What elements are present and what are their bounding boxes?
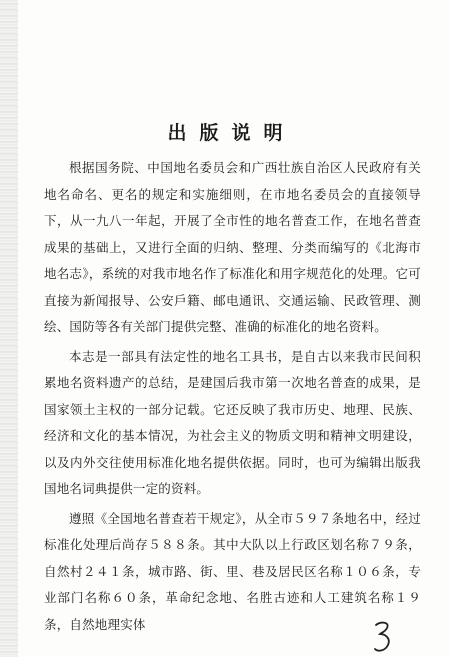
paragraph-1: 根据国务院、中国地名委员会和广西壮族自治区人民政府有关地名命名、更名的规定和实施细则，在市地名委员会的直接领导下，从一九八一年起，开展了全市性的地名普查工作，在地名普查成果的基础上，又进行全面的归纳、整理、分类而编写的《北海市地名志》，系统的对我市地名作了标准化和用字规范化的处理。它可直接为新闻报导、公安戶籍、邮电通讯、交通运输、民政管理、测绘、国防等各有关部门提供完整、准确的标准化的地名资料。 bbox=[44, 160, 421, 334]
paragraph-2: 本志是一部具有法定性的地名工具书，是自古以来我市民间积累地名资料遗产的总结，是建国后我市第一次地名普查的成果，是国家领土主权的一部分记载。它还反映了我市历史、地理、民族、经济和文化的基本情况，为社会主义的物质文明和精神文明建设，以及内外交往使用标准化地名提供依据。同时，也可为编辑出版我国地名词典提供一定的资料。 bbox=[44, 348, 421, 496]
handwritten-page-number bbox=[372, 620, 394, 654]
page-title: 出版说明 bbox=[167, 122, 296, 144]
scan-binding-edge bbox=[0, 0, 18, 657]
paragraph-3: 遵照《全国地名普查若干规定》，从全市５９７条地名中，经过标准化处理后尚存５８８条。其中大队以上行政区划名称７９条，自然村２４１条，城市路、街、里、巷及居民区名称１０６条，专业部门名称６０条，革命纪念地、名胜古迹和人工建筑名称１９条，自然地理实体 bbox=[44, 510, 421, 632]
body-text bbox=[44, 155, 421, 641]
